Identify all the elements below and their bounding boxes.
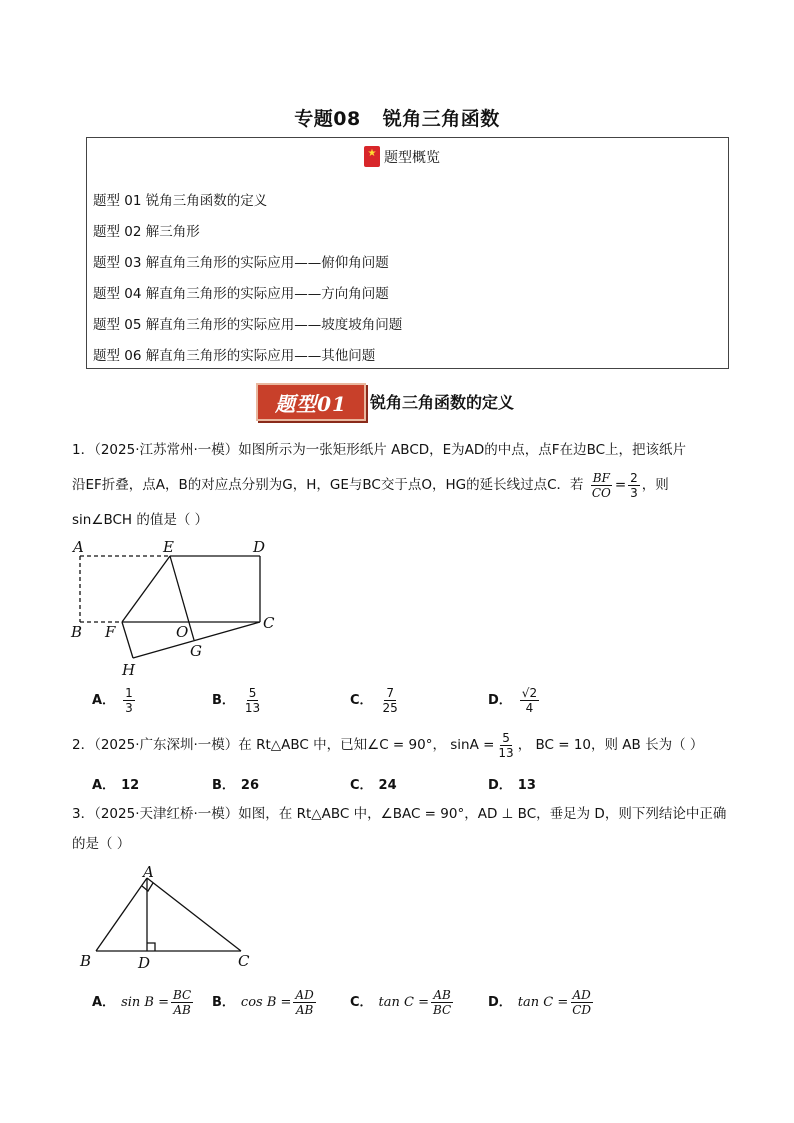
q1-option-c[interactable] [350, 686, 402, 715]
q1-line1: 1．（2025·江苏常州·一模）如图所示为一张矩形纸片 ABCD，E为AD的中点，点F在边BC上，把该纸片 [72, 442, 687, 458]
q1-eq: = [614, 477, 627, 493]
q2-option-d-value: 13 [517, 778, 536, 793]
title-sub: 锐角三角函数 [382, 108, 500, 130]
q2-text-b: ， BC = 10，则 AB 长为（ ） [517, 737, 704, 753]
q1-value-num: 2 [630, 470, 638, 485]
q1-option-a-letter: A． [92, 693, 116, 708]
q1-option-a-num: 1 [125, 686, 133, 700]
q3-option-c-fn: tan C = [378, 995, 429, 1010]
q2-option-d-letter: D． [488, 778, 512, 793]
q3-option-c-num: AB [433, 988, 451, 1002]
q1-label-d: D [253, 538, 266, 556]
q3-option-b-num: AD [295, 988, 314, 1002]
q2-option-c[interactable] [350, 774, 403, 793]
overview-heading [364, 146, 440, 167]
q2-option-b-value: 26 [240, 778, 260, 793]
q1-option-d-den: 4 [525, 701, 534, 715]
overview-item[interactable]: 题型 06 解直角三角形的实际应用——其他问题 [93, 348, 376, 364]
q3-option-a-den: AB [173, 1003, 191, 1017]
q3-option-d[interactable] [488, 988, 595, 1017]
overview-item[interactable]: 题型 02 解三角形 [93, 224, 200, 240]
q1-line2 [72, 470, 732, 500]
q1-label-a: A [73, 538, 84, 556]
q3-option-b-den: AB [295, 1003, 314, 1017]
q1-label-f: F [105, 623, 116, 641]
q1-ratio-num: BF [592, 470, 610, 485]
section-banner [256, 383, 366, 421]
q1-label-h: H [122, 661, 136, 679]
q1-value [628, 471, 640, 500]
q3-option-d-letter: D． [488, 995, 512, 1010]
q2-stem [72, 730, 732, 760]
overview-item[interactable]: 题型 05 解直角三角形的实际应用——坡度坡角问题 [93, 317, 403, 333]
q3-option-a[interactable] [92, 988, 195, 1017]
q2-frac-den: 13 [498, 745, 514, 760]
q3-label-d: D [138, 954, 151, 972]
q1-option-a-den: 3 [125, 701, 133, 715]
q3-option-b[interactable] [212, 988, 318, 1017]
book-icon: ★ [364, 146, 380, 167]
page-title [0, 104, 794, 131]
q3-option-c-letter: C． [350, 995, 373, 1010]
q1-ratio-den: CO [591, 485, 611, 500]
q3-option-b-letter: B． [212, 995, 235, 1010]
q1-option-b-num: 5 [248, 686, 257, 700]
q1-option-c-letter: C． [350, 693, 373, 708]
q1-option-b-den: 13 [244, 701, 261, 715]
q2-option-b-letter: B． [212, 778, 235, 793]
section-banner-label: 题型01 [275, 391, 347, 416]
q1-option-d[interactable] [488, 686, 541, 715]
q1-ratio [590, 471, 613, 500]
q1-label-c: C [263, 614, 275, 632]
q1-value-den: 3 [630, 485, 638, 500]
q1-option-c-den: 25 [382, 701, 398, 715]
q3-line2: 的是（ ） [72, 836, 131, 852]
q1-figure [60, 532, 300, 684]
overview-item[interactable]: 题型 01 锐角三角函数的定义 [93, 193, 268, 209]
overview-item[interactable]: 题型 03 解直角三角形的实际应用——俯仰角问题 [93, 255, 389, 271]
q1-label-o: O [176, 623, 189, 641]
q1-option-d-num: √2 [521, 686, 538, 700]
overview-item[interactable]: 题型 04 解直角三角形的实际应用——方向角问题 [93, 286, 389, 302]
q2-text-a: 2．（2025·广东深圳·一模）在 Rt△ABC 中，已知∠C = 90°， sinA = [72, 737, 495, 753]
q1-label-g: G [190, 642, 202, 660]
q1-label-e: E [163, 538, 174, 556]
q3-figure [72, 862, 272, 974]
q1-line3: sin∠BCH 的值是（ ） [72, 512, 209, 528]
q1-option-c-num: 7 [386, 686, 394, 700]
q3-label-b: B [80, 952, 92, 970]
q2-option-a-letter: A． [92, 778, 116, 793]
section-title: 锐角三角函数的定义 [370, 393, 515, 412]
overview-heading-label: 题型概览 [384, 149, 440, 166]
q1-option-b-letter: B． [212, 693, 235, 708]
q2-option-b[interactable] [212, 774, 265, 793]
q1-line2b: ，则 [641, 477, 669, 493]
q3-line1: 3．（2025·天津红桥·一模）如图，在 Rt△ABC 中，∠BAC = 90°，AD ⊥ BC，垂足为 D，则下列结论中正确 [72, 806, 727, 822]
title-main: 专题08 [294, 108, 361, 130]
q1-option-a[interactable] [92, 686, 137, 715]
q2-frac [496, 731, 515, 760]
q3-option-b-fn: cos B = [240, 995, 292, 1010]
q2-option-a[interactable] [92, 774, 145, 793]
q3-label-a: A [143, 863, 154, 881]
q3-option-d-num: AD [572, 988, 591, 1002]
q2-option-c-letter: C． [350, 778, 373, 793]
q3-option-a-num: BC [172, 988, 192, 1002]
q1-line2a: 沿EF折叠，点A，B的对应点分别为G，H，GE与BC交于点O，HG的延长线过点C．若 [72, 477, 584, 493]
q3-option-a-letter: A． [92, 995, 116, 1010]
q3-option-d-den: CD [572, 1003, 592, 1017]
q1-label-b: B [71, 623, 83, 641]
q3-option-c[interactable] [350, 988, 455, 1017]
q1-option-d-letter: D． [488, 693, 512, 708]
q2-option-a-value: 12 [121, 778, 140, 793]
q3-option-a-fn: sin B = [121, 995, 169, 1010]
q2-frac-num: 5 [502, 730, 510, 745]
q3-label-c: C [238, 952, 250, 970]
q3-option-d-fn: tan C = [517, 995, 569, 1010]
q2-option-d[interactable] [488, 774, 542, 793]
q1-option-b[interactable] [212, 686, 264, 715]
q2-option-c-value: 24 [378, 778, 397, 793]
q3-option-c-den: BC [433, 1003, 452, 1017]
